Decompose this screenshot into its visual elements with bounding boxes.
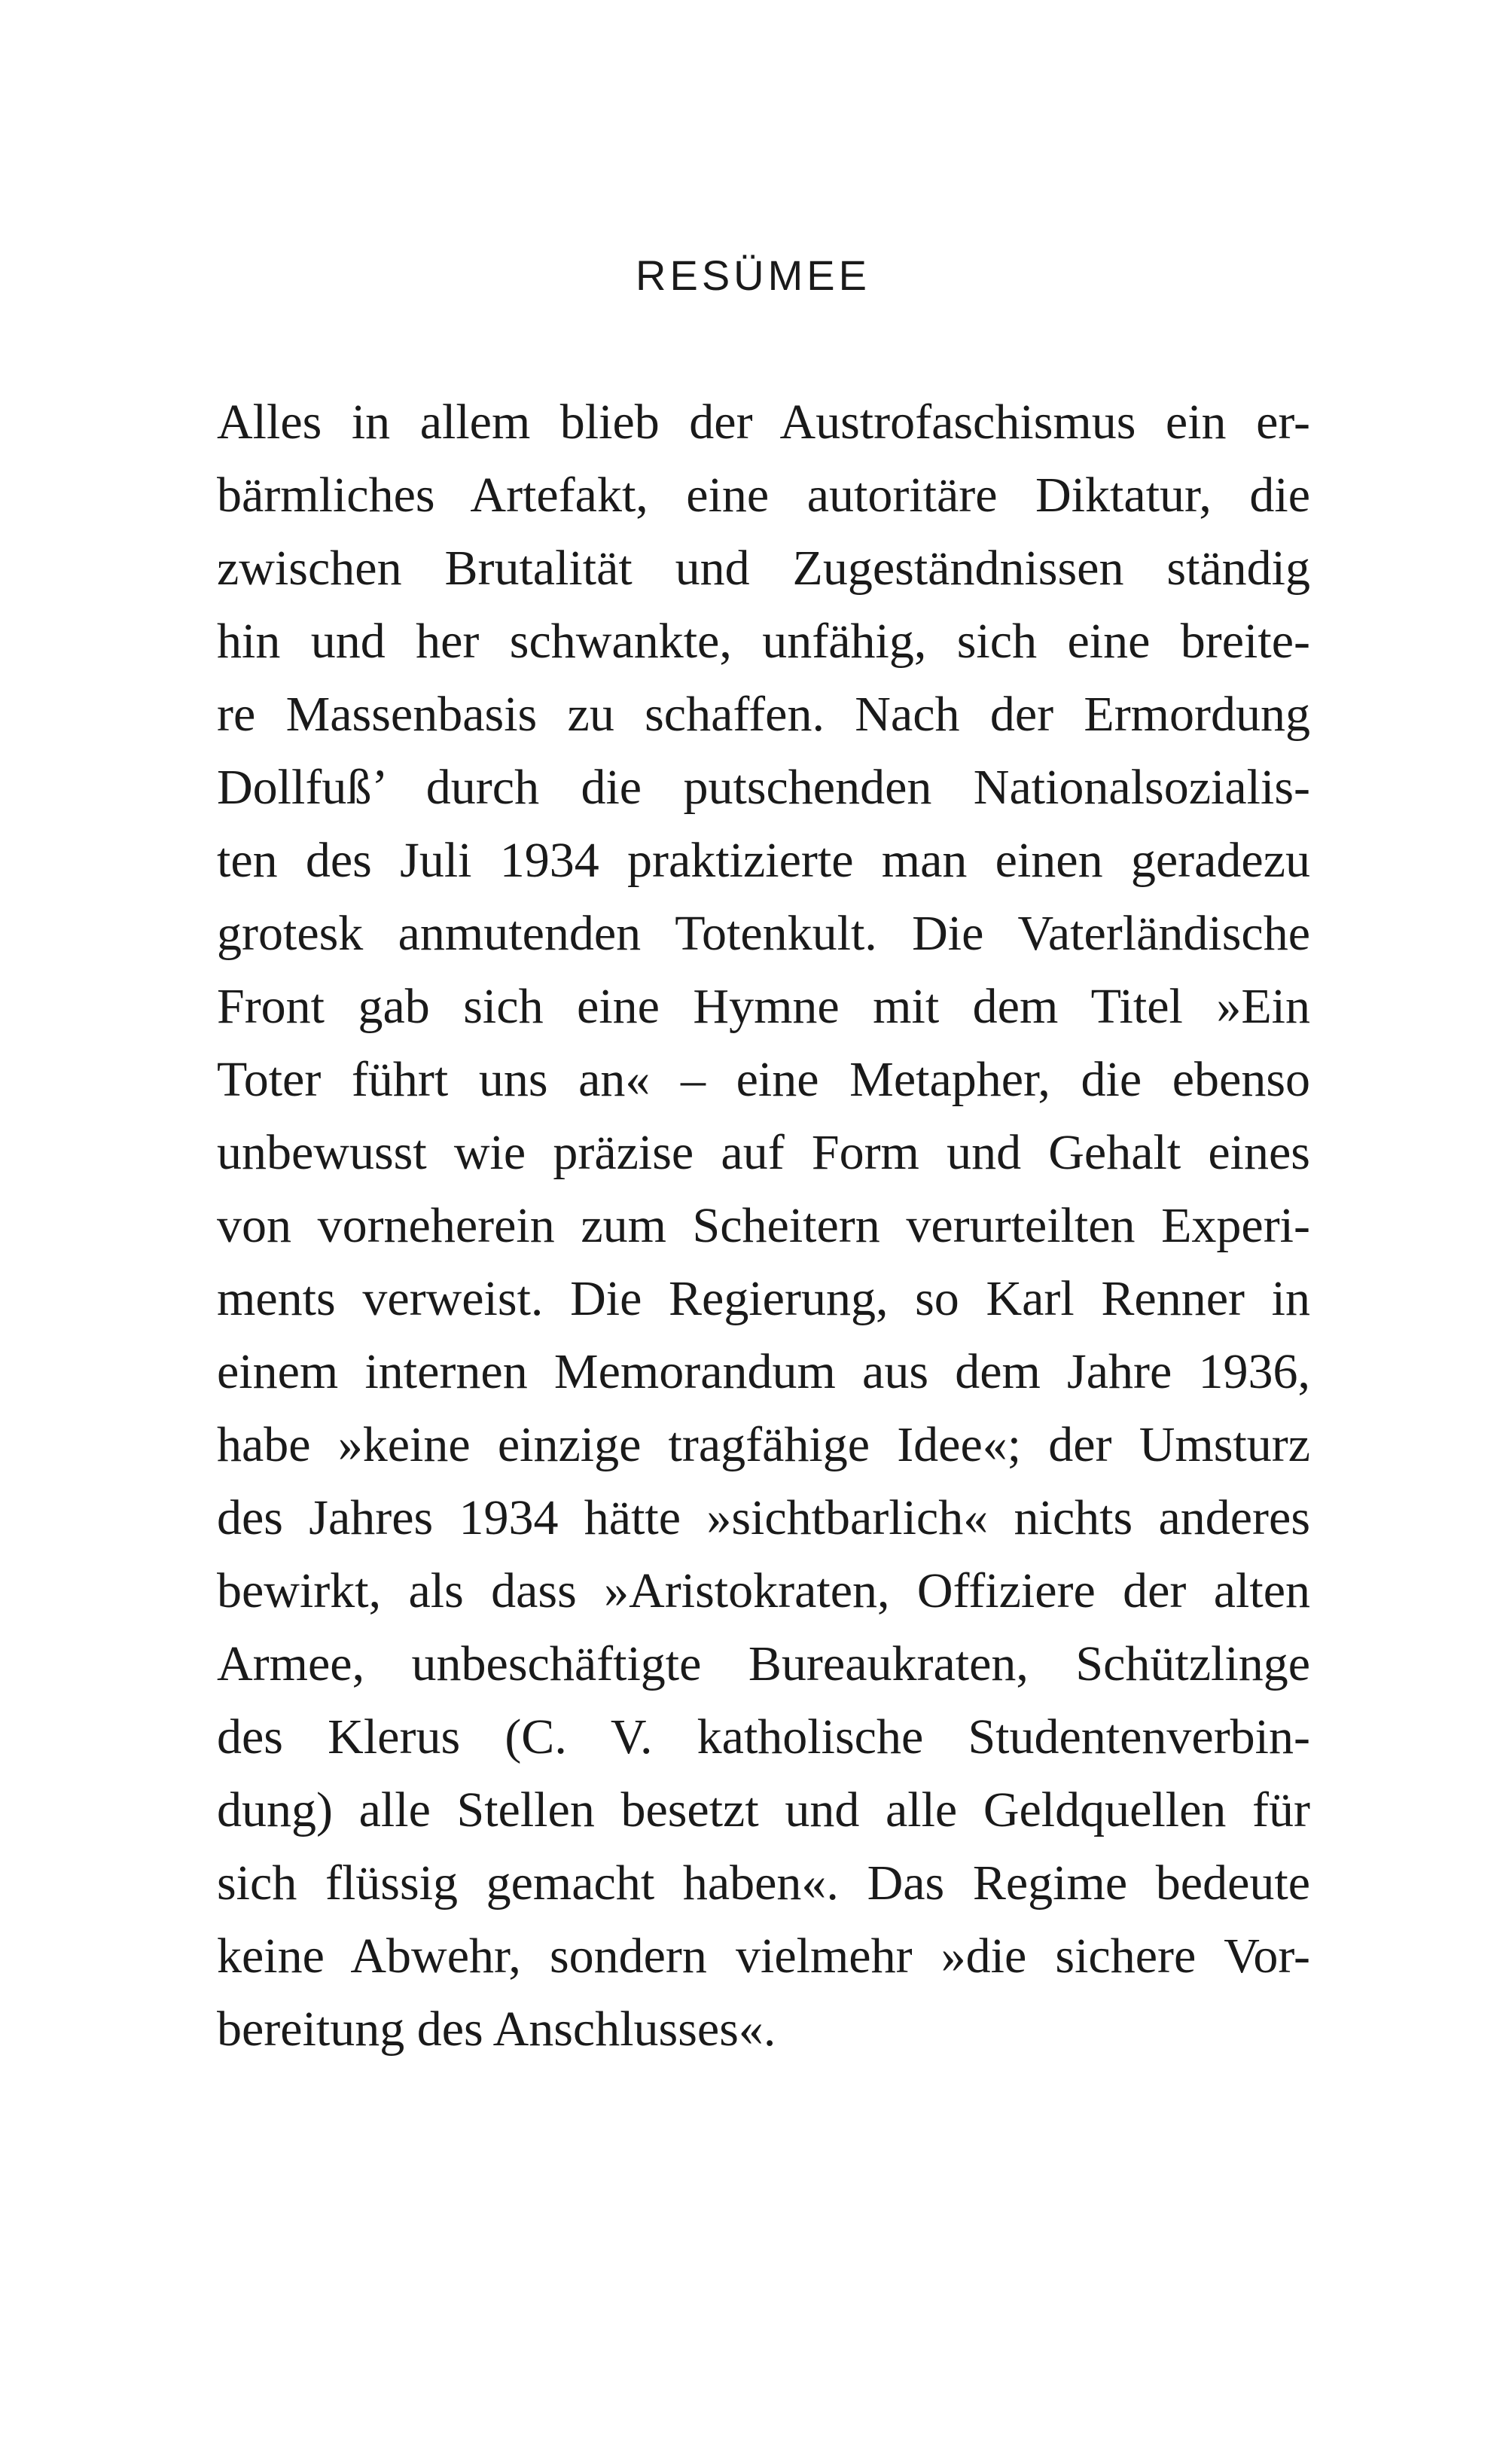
text-line: Armee, unbeschäftigte Bureaukraten, Schützlinge — [217, 1636, 1310, 1691]
text-line: Toter führt uns an« – eine Metapher, die ebenso — [217, 1052, 1310, 1107]
text-line: sich flüssig gemacht haben«. Das Regime bedeute — [217, 1856, 1310, 1911]
text-line: des Klerus (C. V. katholische Studentenverbin- — [217, 1709, 1310, 1764]
text-line: Alles in allem blieb der Austrofaschismus ein er- — [217, 395, 1310, 450]
text-line: von vorneherein zum Scheitern verurteilten Experi- — [217, 1198, 1310, 1253]
text-line: grotesk anmutenden Totenkult. Die Vaterländische — [217, 906, 1310, 961]
text-line: habe »keine einzige tragfähige Idee«; der Umsturz — [217, 1417, 1310, 1472]
text-line: bewirkt, als dass »Aristokraten, Offiziere der alten — [217, 1563, 1310, 1618]
text-line-last: bereitung des Anschlusses«. — [217, 2002, 776, 2057]
page-header: RESÜMEE — [636, 252, 870, 299]
text-line: Front gab sich eine Hymne mit dem Titel »Ein — [217, 979, 1310, 1034]
body-paragraph — [217, 386, 1310, 2066]
text-line: ments verweist. Die Regierung, so Karl Renner in — [217, 1271, 1310, 1326]
text-line: keine Abwehr, sondern vielmehr »die sichere Vor- — [217, 1929, 1310, 1984]
text-line: einem internen Memorandum aus dem Jahre 1936, — [217, 1344, 1310, 1399]
text-line: re Massenbasis zu schaffen. Nach der Ermordung — [217, 687, 1310, 742]
text-line: unbewusst wie präzise auf Form und Gehalt eines — [217, 1125, 1310, 1180]
text-line: Dollfuß’ durch die putschenden Nationalsozialis- — [217, 760, 1310, 815]
text-line: bärmliches Artefakt, eine autoritäre Diktatur, die — [217, 468, 1310, 523]
text-line: hin und her schwankte, unfähig, sich eine breite- — [217, 614, 1310, 669]
text-line: des Jahres 1934 hätte »sichtbarlich« nichts anderes — [217, 1490, 1310, 1545]
text-line: dung) alle Stellen besetzt und alle Geldquellen für — [217, 1782, 1310, 1837]
text-line: zwischen Brutalität und Zugeständnissen ständig — [217, 541, 1310, 596]
text-line: ten des Juli 1934 praktizierte man einen geradezu — [217, 833, 1310, 888]
